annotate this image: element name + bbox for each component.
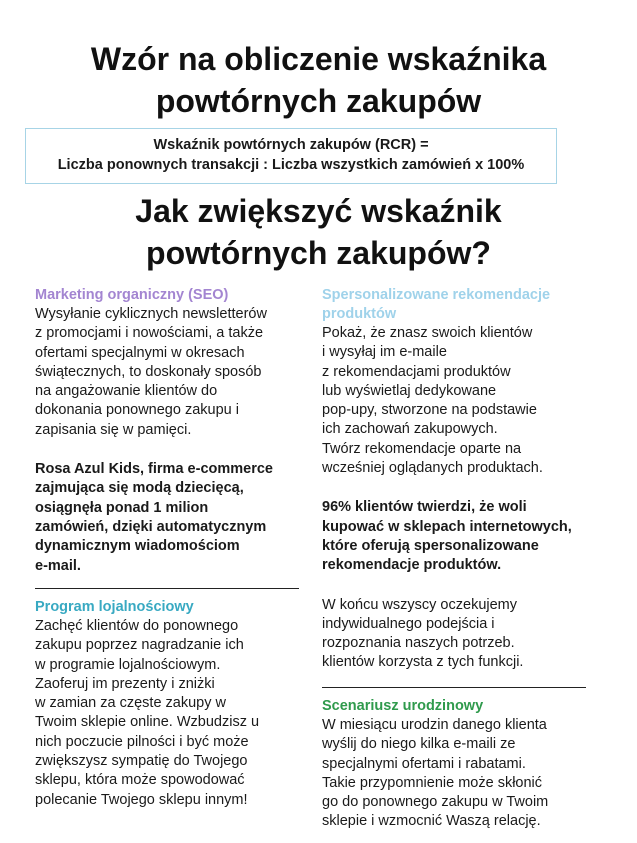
divider xyxy=(35,588,299,589)
reco-heading: Spersonalizowane rekomendacje produktów xyxy=(322,287,551,322)
reco-highlight: 96% klientów twierdzi, że woli kupować w sklepach internetowych, które oferują spersonalizowane rekomendacje produktów. xyxy=(322,499,572,574)
birthday-section xyxy=(322,697,590,832)
section-title xyxy=(0,190,637,274)
loyalty-section xyxy=(35,598,303,810)
birthday-heading: Scenariusz urodzinowy xyxy=(322,698,484,714)
reco-tail: W końcu wszyscy oczekujemy indywidualnego podejścia i rozpoznania naszych potrzeb. klientów korzysta z tych funkcji. xyxy=(322,596,524,671)
page-title-line: Wzór na obliczenie wskaźnika xyxy=(90,41,547,77)
formula-line: Liczba ponownych transakcji : Liczba wszystkich zamówień x 100% xyxy=(57,157,525,173)
loyalty-body: Zachęć klientów do ponownego zakupu poprzez nagradzanie ich w programie lojalnościowym. Zaoferuj im prezenty i zniżki w zamian za częste zakupy w Twoim sklepie online. Wzbudzisz u nich poczucie pilności i być może zwiększysz sympatię do Twojego sklepu, która może spowodować polecanie Twojego sklepu innym! xyxy=(35,618,260,808)
reco-section xyxy=(322,286,590,673)
page-title xyxy=(0,38,637,122)
seo-body: Wysyłanie cyklicznych newsletterów z promocjami i nowościami, a także ofertami specjalnymi w okresach świątecznych, to doskonały sposób na angażowanie klientów do dokonania ponownego zakupu i zapisania się w pamięci. xyxy=(35,306,267,438)
birthday-body: W miesiącu urodzin danego klienta wyślij do niego kilka e-maili ze specjalnymi ofertami i rabatami. Takie przypomnienie może skłonić go do ponownego zakupu w Twoim sklepie i wzmocnić Waszą relację. xyxy=(322,717,549,830)
seo-highlight: Rosa Azul Kids, firma e-commerce zajmująca się modą dziecięcą, osiągnęła ponad 1 milion zamówień, dzięki automatycznym dynamicznym wiadomościom e-mail. xyxy=(35,461,273,574)
formula-line: Wskaźnik powtórnych zakupów (RCR) = xyxy=(153,137,429,153)
page-title-line: powtórnych zakupów xyxy=(155,83,482,119)
loyalty-heading: Program lojalnościowy xyxy=(35,599,194,615)
section-title-line: powtórnych zakupów? xyxy=(146,235,491,271)
formula-box xyxy=(25,128,557,184)
section-title-line: Jak zwiększyć wskaźnik xyxy=(135,193,502,229)
reco-body: Pokaż, że znasz swoich klientów i wysyłaj im e-maile z rekomendacjami produktów lub wyświetlaj dedykowane pop-upy, stworzone na podstawie ich zachowań zakupowych. Twórz rekomendacje oparte na wcześniej oglądanych produktach. xyxy=(322,325,543,477)
divider xyxy=(322,687,586,688)
seo-section xyxy=(35,286,303,576)
seo-heading: Marketing organiczny (SEO) xyxy=(35,287,229,303)
